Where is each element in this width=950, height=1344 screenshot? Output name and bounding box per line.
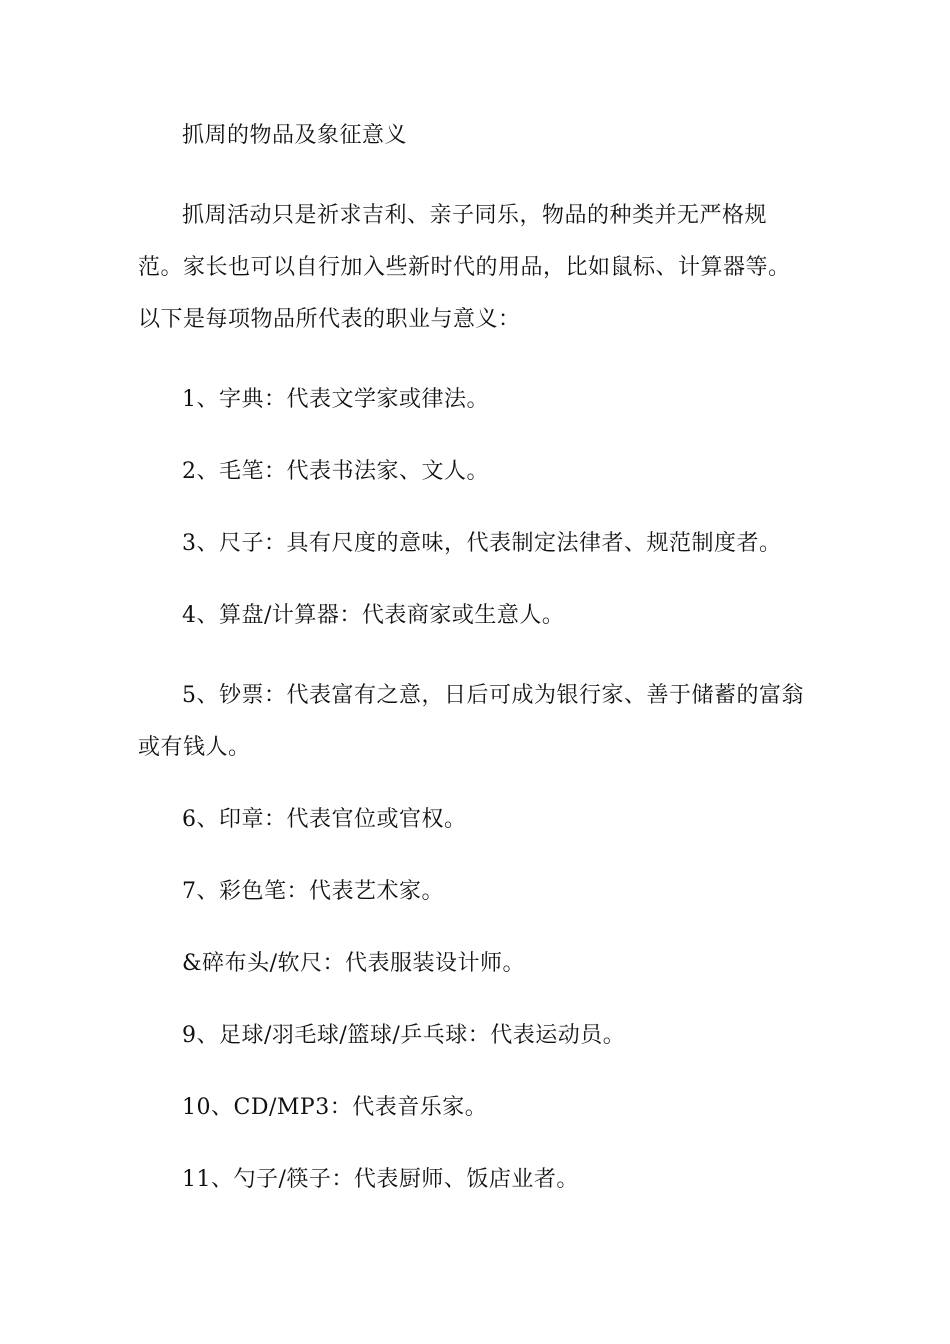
list-item: 7、彩色笔：代表艺术家。 [182, 879, 444, 904]
list-item: 3、尺子：具有尺度的意味，代表制定法律者、规范制度者。 [182, 531, 782, 556]
list-item: 9、足球/羽毛球/篮球/乒乓球：代表运动员。 [182, 1023, 626, 1048]
list-item: 2、毛笔：代表书法家、文人。 [182, 459, 489, 484]
document-body [138, 118, 810, 1234]
intro-paragraph: 抓周活动只是祈求吉利、亲子同乐，物品的种类并无严格规范。家长也可以自行加入些新时代的用品，比如鼠标、计算器等。以下是每项物品所代表的职业与意义： [138, 203, 791, 332]
list-item: 4、算盘/计算器：代表商家或生意人。 [182, 603, 565, 628]
list-item: &碎布头/软尺：代表服装设计师。 [182, 951, 525, 976]
list-item: 1、字典：代表文学家或律法。 [182, 387, 489, 412]
document-title: 抓周的物品及象征意义 [182, 123, 408, 148]
list-item: 6、印章：代表官位或官权。 [182, 807, 467, 832]
list-item: 11、勺子/筷子：代表厨师、饭店业者。 [182, 1167, 579, 1192]
list-item: 10、CD/MP3：代表音乐家。 [182, 1095, 488, 1120]
list-item: 5、钞票：代表富有之意，日后可成为银行家、善于储蓄的富翁或有钱人。 [138, 683, 804, 760]
